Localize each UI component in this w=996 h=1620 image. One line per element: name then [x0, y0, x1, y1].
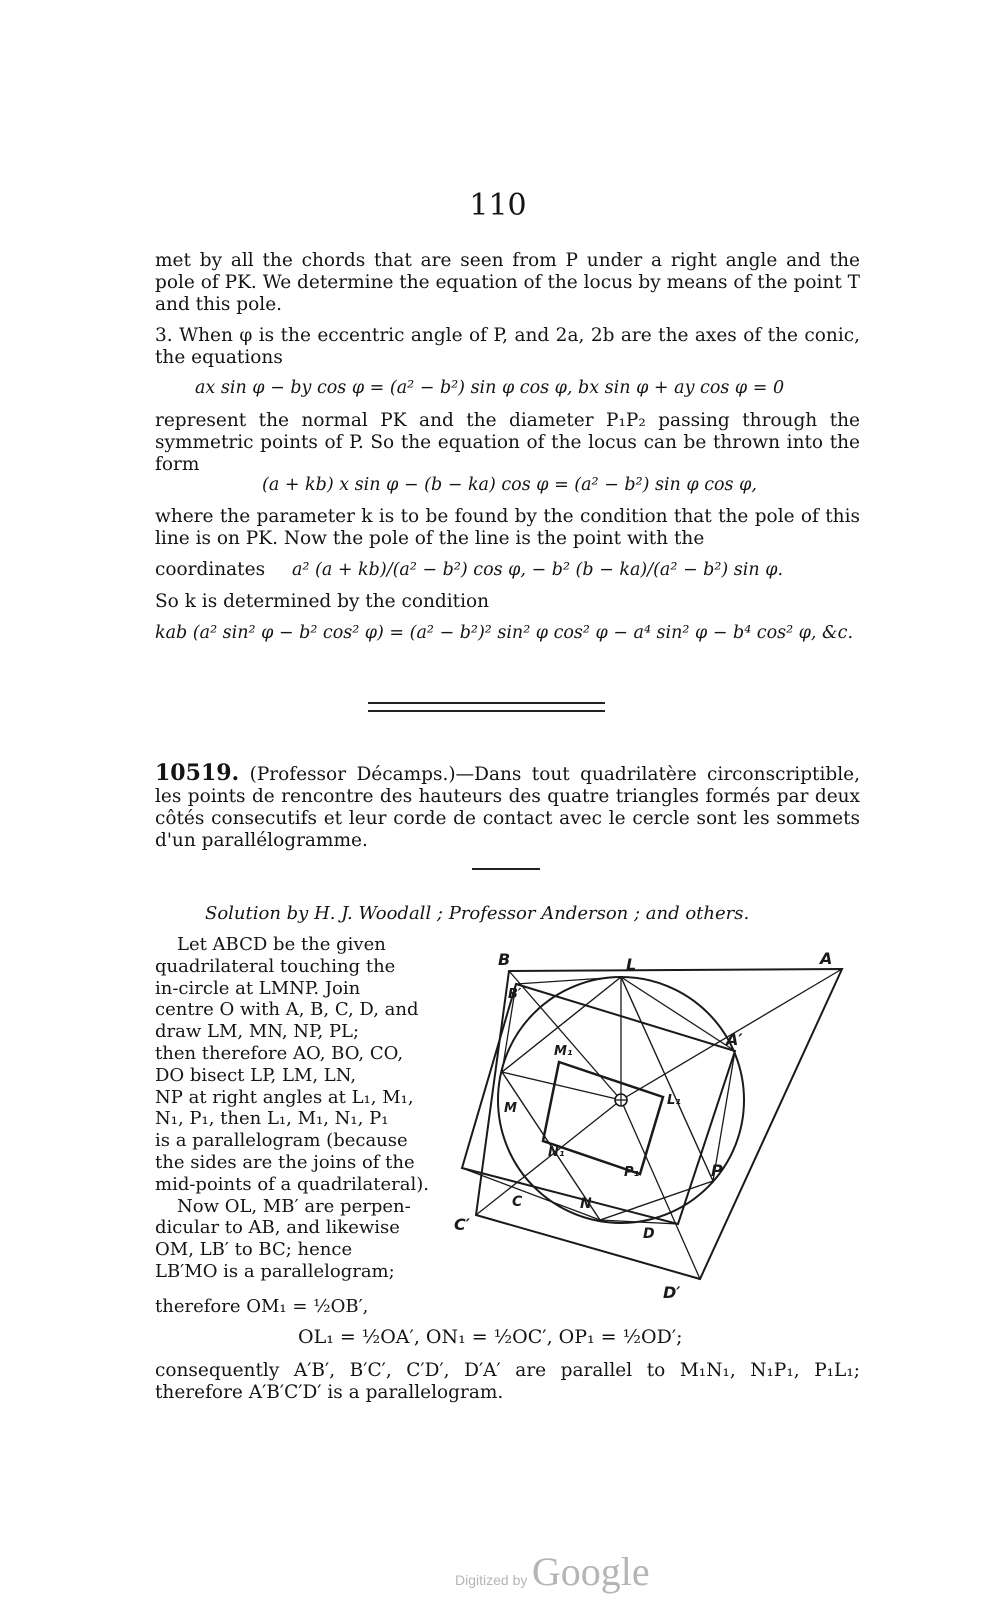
solution-line: NP at right angles at L₁, M₁, — [155, 1086, 414, 1108]
short-rule — [472, 868, 540, 870]
label-P: P — [711, 1161, 723, 1180]
watermark-prefix: Digitized by — [455, 1572, 528, 1588]
label-Cp: C′ — [454, 1215, 470, 1234]
label-Ap: A′ — [726, 1030, 743, 1049]
line-LBp — [516, 977, 621, 984]
solution-line: is a parallelogram (because — [155, 1130, 408, 1152]
solution-line: LB′MO is a parallelogram; — [155, 1260, 395, 1282]
coordinates-label: coordinates — [155, 559, 266, 580]
label-A: A — [820, 949, 833, 968]
solution-line: draw LM, MN, NP, PL; — [155, 1021, 360, 1043]
google-logo: Google — [531, 1549, 650, 1594]
label-P1: P₁ — [624, 1165, 640, 1180]
solution-line: Let ABCD be the given — [177, 934, 386, 955]
label-L1: L₁ — [667, 1093, 681, 1108]
coordinates-equation: a² (a + kb)/(a² − b²) cos φ, − b² (b − ka)/(a² − b²) sin φ. — [292, 560, 784, 580]
problem-author: (Professor Décamps.) — [249, 764, 456, 785]
paragraph-3: represent the normal PK and the diameter P₁P₂ passing through the symmetric points of P. So the equation of the locus can be thrown into the form — [155, 410, 860, 475]
label-Bp: B′ — [508, 987, 522, 1002]
section-divider-top — [368, 702, 605, 704]
label-N1: N₁ — [548, 1145, 565, 1160]
centre-O — [615, 1094, 627, 1106]
solution-line: OM, LB′ to BC; hence — [155, 1239, 353, 1261]
label-M1: M₁ — [554, 1044, 573, 1059]
solution-line: quadrilateral touching the — [155, 955, 396, 977]
solution-line: centre O with A, B, C, D, and — [155, 999, 419, 1021]
label-D: D — [643, 1226, 655, 1242]
label-M: M — [504, 1101, 517, 1116]
therefore-line: therefore OM₁ = ½OB′, — [155, 1296, 369, 1317]
paragraph-5: So k is determined by the condition — [155, 591, 490, 612]
equation-2: (a + kb) x sin φ − (b − ka) cos φ = (a² − b²) sin φ cos φ, — [262, 475, 757, 495]
label-L: L — [626, 955, 637, 974]
solution-line: Now OL, MB′ are perpen- — [177, 1195, 411, 1217]
problem-number: 10519. — [155, 760, 240, 786]
label-Dp: D′ — [663, 1283, 681, 1300]
equation-3: kab (a² sin² φ − b² cos² φ) = (a² − b²)² sin² φ cos² φ − a⁴ sin² φ − b⁴ cos² φ, &c. — [155, 623, 854, 643]
problem-text: —Dans tout quadrilatère circonscriptible, les points de rencontre des hauteurs des quatre triangles formés par deux côtés consecutifs et leur corde de contact avec le cercle sont les sommets d'un parallélogramme. — [155, 764, 860, 851]
line-CpN — [462, 1168, 600, 1220]
solution-line: N₁, P₁, then L₁, M₁, N₁, P₁ — [155, 1108, 389, 1130]
solution-line: dicular to AB, and likewise — [155, 1217, 400, 1239]
solution-line: in-circle at LMNP. Join — [155, 977, 361, 999]
paragraph-1: met by all the chords that are seen from P under a right angle and the pole of PK. We determine the equation of the locus by means of the point T and this pole. — [155, 250, 860, 315]
problem-statement — [155, 762, 860, 852]
geometry-figure — [440, 920, 860, 1300]
solution-line: DO bisect LP, LM, LN, — [155, 1064, 357, 1086]
solution-line: mid-points of a quadrilateral). — [155, 1173, 429, 1195]
paragraph-2: 3. When φ is the eccentric angle of P, and 2a, 2b are the axes of the conic, the equations — [155, 325, 860, 368]
equation-4: OL₁ = ½OA′, ON₁ = ½OC′, OP₁ = ½OD′; — [298, 1326, 683, 1348]
paragraph-4: where the parameter k is to be found by the condition that the pole of this line is on PK. Now the pole of the line is the point with the — [155, 506, 860, 549]
google-watermark — [455, 1548, 650, 1595]
equation-1: ax sin φ − by cos φ = (a² − b²) sin φ cos φ, bx sin φ + ay cos φ = 0 — [195, 378, 785, 398]
solution-line: then therefore AO, BO, CO, — [155, 1042, 404, 1064]
label-B: B — [498, 950, 511, 969]
page-number: 110 — [469, 188, 527, 223]
conclusion: consequently A′B′, B′C′, C′D′, D′A′ are parallel to M₁N₁, N₁P₁, P₁L₁; therefore A′B′C′D′ is a parallelogram. — [155, 1360, 860, 1403]
solution-text — [155, 934, 440, 1283]
solution-header: Solution by H. J. Woodall ; Professor Anderson ; and others. — [205, 903, 750, 924]
label-C: C — [512, 1194, 523, 1210]
section-divider-bottom — [368, 710, 605, 712]
label-N: N — [580, 1196, 592, 1212]
solution-line: the sides are the joins of the — [155, 1151, 415, 1173]
